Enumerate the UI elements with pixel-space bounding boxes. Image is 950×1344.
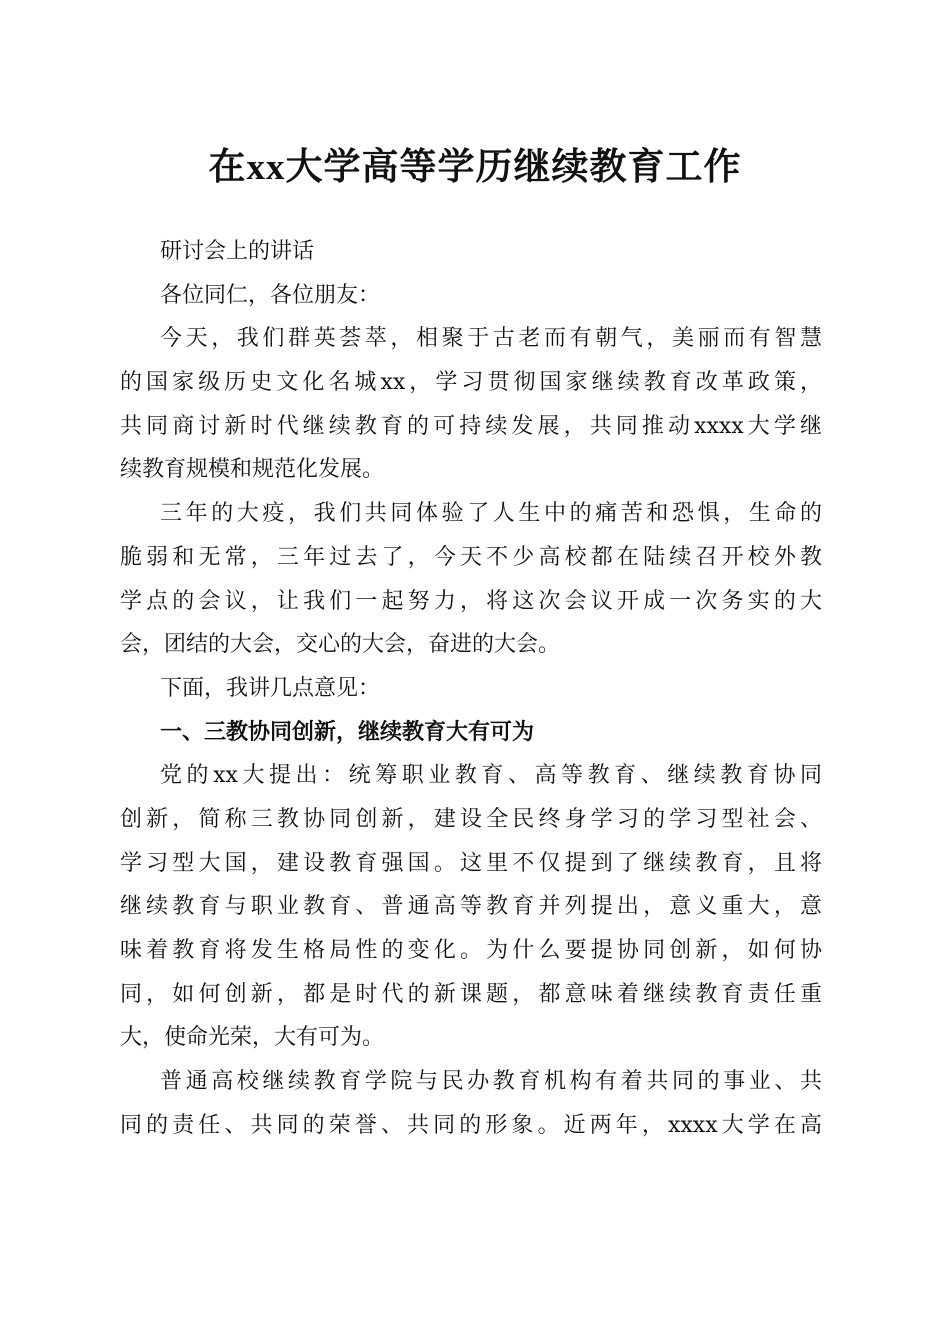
text-line: 下面，我讲几点意见： (160, 675, 381, 701)
text-line: 学点的会议，让我们一起努力，将这次会议开成一次务实的大 (120, 588, 822, 614)
text-line: 三年的大疫，我们共同体验了人生中的痛苦和恐惧，生命的 (160, 501, 822, 527)
text-line: 一、三教协同创新，继续教育大有可为 (160, 719, 535, 745)
text-line: 脆弱和无常，三年过去了，今天不少高校都在陆续召开校外教 (120, 544, 822, 570)
text-line: 同，如何创新，都是时代的新课题，都意味着继续教育责任重 (120, 981, 822, 1007)
text-line: 研讨会上的讲话 (160, 239, 315, 264)
text-line: 会，团结的大会，交心的大会，奋进的大会。 (120, 632, 561, 658)
document-body (120, 230, 822, 1147)
paragraph (120, 317, 822, 492)
document-title: 在xx大学高等学历继续教育工作 (208, 147, 742, 188)
text-line: 大，使命光荣，大有可为。 (120, 1025, 385, 1051)
text-line: 同的责任、共同的荣誉、共同的形象。近两年，xxxx大学在高 (120, 1112, 822, 1138)
text-line: 普通高校继续教育学院与民办教育机构有着共同的事业、共 (160, 1069, 822, 1095)
text-line: 继续教育与职业教育、普通高等教育并列提出，意义重大，意 (120, 894, 822, 920)
paragraph (120, 754, 822, 1060)
text-line: 续教育规模和规范化发展。 (120, 457, 385, 483)
text-line: 创新，简称三教协同创新，建设全民终身学习的学习型社会、 (120, 806, 822, 832)
text-line: 今天，我们群英荟萃，相聚于古老而有朝气，美丽而有智慧 (160, 326, 822, 352)
paragraph (120, 1060, 822, 1147)
text-line: 共同商讨新时代继续教育的可持续发展，共同推动xxxx大学继 (120, 413, 822, 439)
paragraph (120, 230, 822, 274)
text-line: 党的xx大提出：统筹职业教育、高等教育、继续教育协同 (160, 763, 822, 789)
text-line: 味着教育将发生格局性的变化。为什么要提协同创新，如何协 (120, 938, 822, 963)
text-line: 各位同仁，各位朋友： (160, 282, 381, 308)
text-line: 学习型大国，建设教育强国。这里不仅提到了继续教育，且将 (120, 850, 822, 876)
text-line: 的国家级历史文化名城xx，学习贯彻国家继续教育改革政策， (120, 370, 822, 396)
paragraph (120, 667, 822, 711)
section-heading (120, 711, 822, 755)
paragraph (120, 492, 822, 667)
paragraph (120, 274, 822, 318)
